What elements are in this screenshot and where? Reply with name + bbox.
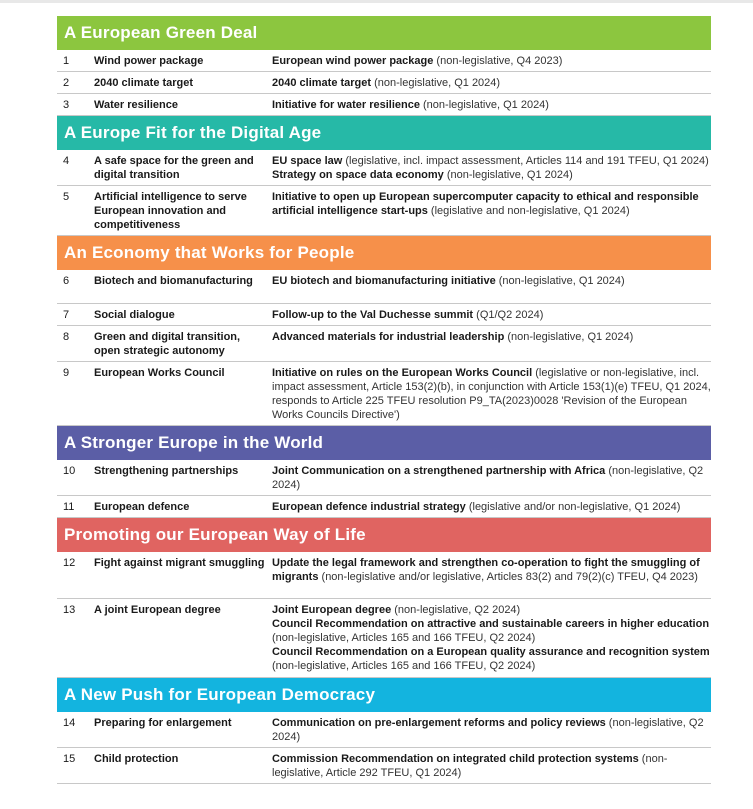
initiative-detail: (non-legislative and/or legislative, Articles 83(2) and 79(2)(c) TFEU, Q4 2023) [318,571,698,583]
table-row [57,50,711,72]
row-number: 13 [63,604,76,616]
table-row [57,326,711,362]
row-topic: 2040 climate target [94,77,194,89]
row-topic: Social dialogue [94,309,175,321]
initiatives-cell [272,274,711,300]
initiative-detail: (non-legislative, Q2 2024) [272,717,704,743]
initiative-title: Joint European degree [272,604,392,616]
initiative-detail: (non-legislative, Q1 2024) [495,275,625,287]
initiative-detail: (non-legislative, Articles 165 and 166 TFEU, Q2 2024) [272,632,536,644]
priority-section [57,16,711,116]
row-number: 12 [63,557,76,569]
row-number: 14 [63,717,76,729]
table-row [57,712,711,748]
initiative-item [272,500,711,514]
table-row [57,186,711,236]
row-topic: European defence [94,501,190,513]
table-row [57,748,711,784]
row-topic: A safe space for the green and digital transition [94,155,254,181]
initiatives-cell [272,556,711,595]
row-number: 11 [63,501,75,513]
priority-section [57,678,711,784]
table-row [57,150,711,186]
row-topic: Artificial intelligence to serve European innovation and competitiveness [94,191,247,231]
initiative-detail: (non-legislative, Q1 2024) [504,331,634,343]
table-row [57,270,711,304]
initiative-item [272,752,711,780]
table-row [57,496,711,518]
initiative-detail: (legislative and/or non-legislative, Q1 2024) [465,501,681,513]
priority-section [57,518,711,678]
initiative-detail: (legislative or non-legislative, incl. impact assessment, Article 153(2)(b), in conjunction with Article 153(1)(e) TFEU, Q1 2024, responds to Article 225 TFEU resolution P9_TA(2023)0028 'Revision of the European Works Councils Directive') [272,367,711,421]
section-heading: A New Push for European Democracy [57,678,711,712]
table-row [57,460,711,496]
priority-section [57,426,711,518]
initiative-title: Commission Recommendation on integrated child protection systems [272,753,639,765]
initiatives-cell [272,330,711,358]
row-number: 7 [63,309,70,321]
row-number: 3 [63,99,70,111]
initiative-item [272,716,711,744]
initiative-detail: (non-legislative, Articles 165 and 166 TFEU, Q2 2024) [272,660,536,672]
row-topic: Child protection [94,753,179,765]
row-number: 9 [63,367,70,379]
initiative-title: European defence industrial strategy [272,501,466,513]
priority-section [57,116,711,236]
initiative-title: Communication on pre-enlargement reforms and policy reviews [272,717,606,729]
initiative-item [272,274,711,288]
initiatives-cell [272,752,711,780]
initiative-item [272,54,711,68]
initiative-title: Initiative on rules on the European Works Council [272,367,533,379]
initiative-item [272,617,711,645]
initiative-title: Strategy on space data economy [272,169,444,181]
initiatives-cell [272,190,711,232]
initiatives-cell [272,500,711,514]
initiative-item [272,366,711,422]
table-row [57,72,711,94]
row-number: 5 [63,191,70,203]
row-topic: Preparing for enlargement [94,717,232,729]
initiatives-cell [272,154,711,182]
section-heading: A Stronger Europe in the World [57,426,711,460]
table-row [57,599,711,678]
initiative-item [272,645,711,673]
row-topic: European Works Council [94,367,225,379]
row-topic: Green and digital transition, open strategic autonomy [94,331,241,357]
initiative-detail: (non-legislative, Q1 2024) [419,99,549,111]
initiative-detail: (non-legislative, Article 292 TFEU, Q1 2024) [272,753,668,779]
initiative-title: European wind power package [272,55,434,67]
initiative-detail: (non-legislative, Q2 2024) [391,604,521,616]
row-topic: Strengthening partnerships [94,465,239,477]
initiative-detail: (legislative, incl. impact assessment, Articles 114 and 191 TFEU, Q1 2024) [342,155,709,167]
initiatives-cell [272,464,711,492]
initiative-detail: (Q1/Q2 2024) [473,309,544,321]
initiative-item [272,308,711,322]
initiative-title: Initiative for water resilience [272,99,420,111]
initiatives-cell [272,603,711,674]
initiative-item [272,190,711,218]
row-number: 4 [63,155,70,167]
table-row [57,94,711,116]
initiative-detail: (non-legislative, Q1 2024) [443,169,573,181]
initiatives-cell [272,98,711,112]
section-heading: An Economy that Works for People [57,236,711,270]
initiative-detail: (non-legislative, Q4 2023) [433,55,563,67]
row-topic: Fight against migrant smuggling [94,557,265,569]
initiatives-cell [272,308,711,322]
initiative-detail: (non-legislative, Q2 2024) [272,465,704,491]
row-topic: A joint European degree [94,604,221,616]
initiative-title: Joint Communication on a strengthened partnership with Africa [272,465,606,477]
initiative-item [272,330,711,344]
initiative-title: 2040 climate target [272,77,372,89]
initiative-item [272,464,711,492]
row-number: 6 [63,275,70,287]
initiative-item [272,76,711,90]
table-row [57,304,711,326]
section-heading: Promoting our European Way of Life [57,518,711,552]
initiatives-cell [272,716,711,744]
initiative-title: Council Recommendation on a European quality assurance and recognition system [272,646,710,658]
initiative-item [272,154,711,168]
initiative-item [272,603,711,617]
initiative-item [272,168,711,182]
initiatives-cell [272,76,711,90]
row-number: 10 [63,465,76,477]
initiative-item [272,98,711,112]
top-divider [0,0,753,3]
table-row [57,362,711,426]
row-topic: Water resilience [94,99,178,111]
initiative-title: Advanced materials for industrial leadership [272,331,505,343]
section-heading: A European Green Deal [57,16,711,50]
row-topic: Biotech and biomanufacturing [94,275,253,287]
initiatives-cell [272,366,711,422]
section-heading: A Europe Fit for the Digital Age [57,116,711,150]
row-number: 15 [63,753,76,765]
initiative-title: EU biotech and biomanufacturing initiative [272,275,496,287]
initiative-detail: (legislative and non-legislative, Q1 2024) [427,205,630,217]
priority-section [57,236,711,426]
initiative-title: Council Recommendation on attractive and sustainable careers in higher education [272,618,710,630]
initiative-title: Follow-up to the Val Duchesse summit [272,309,474,321]
initiative-title: Update the legal framework and strengthen co-operation to fight the smuggling of migrants [272,557,700,583]
initiatives-cell [272,54,711,68]
row-number: 1 [63,55,70,67]
initiative-detail: (non-legislative, Q1 2024) [371,77,501,89]
work-programme-table [57,16,711,784]
row-number: 8 [63,331,70,343]
table-row [57,552,711,599]
initiative-title: EU space law [272,155,343,167]
row-topic: Wind power package [94,55,204,67]
initiative-title: Initiative to open up European supercomputer capacity to ethical and responsible artificial intelligence start-ups [272,191,699,217]
row-number: 2 [63,77,70,89]
initiative-item [272,556,711,584]
